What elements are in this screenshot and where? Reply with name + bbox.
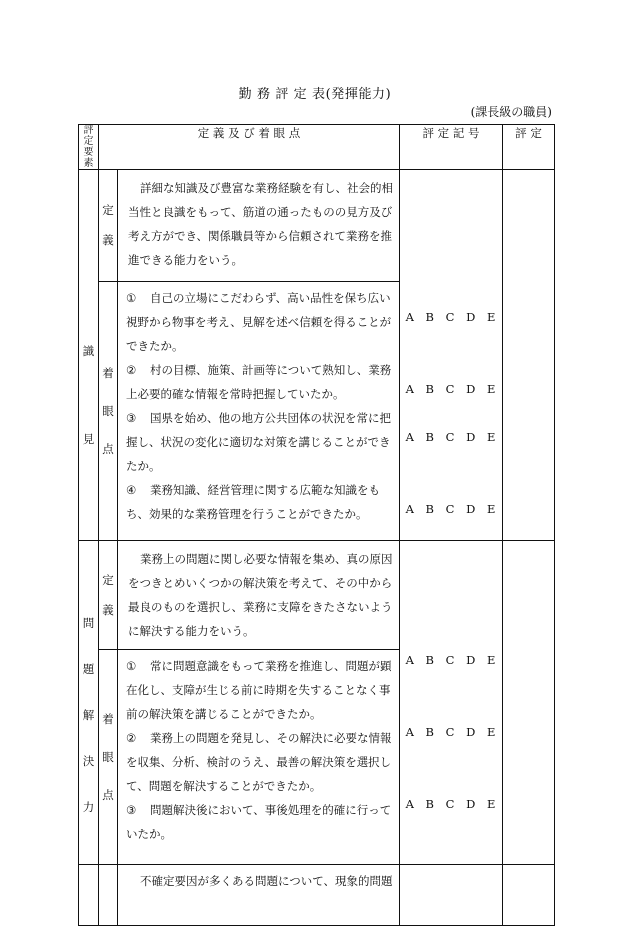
definition-text: 詳細な知識及び豊富な業務経験を有し、社会的相当性と良識をもって、筋道の通ったものの見方及び考え方ができ、関係職員等から信頼されて業務を推進できる能力をいう。 xyxy=(118,170,400,282)
definition-label-cell xyxy=(99,170,118,282)
category-cell xyxy=(79,541,99,865)
header-factor-line1: 評定 xyxy=(83,125,94,147)
code-letters: A B C D E xyxy=(405,382,497,396)
evaluation-cell[interactable] xyxy=(503,541,555,865)
header-definition: 定 義 及 び 着 眼 点 xyxy=(99,125,400,170)
definition-text: 不確定要因が多くある問題について、現象的問題 xyxy=(118,865,400,926)
point-text: 自己の立場にこだわらず、高い品性を保ち広い視野から物事を考え、見解を述べ信頼を得ることができたか。 xyxy=(126,290,392,353)
point-text: 常に問題意識をもって業務を推進し、問題が顕在化し、支障が生じる前に時期を失することなく事前の解決策を講じることができたか。 xyxy=(126,659,392,721)
code-letters: A B C D E xyxy=(405,430,497,444)
category-cell xyxy=(79,865,99,926)
evaluation-cell[interactable] xyxy=(503,865,555,926)
label-char: 眼 xyxy=(102,750,114,764)
section-row xyxy=(79,541,555,650)
point-text: 問題解決後において、事後処理を的確に行っていたか。 xyxy=(126,803,392,841)
focus-point xyxy=(126,286,393,358)
category-char: 問 xyxy=(82,615,95,630)
point-number: ③ xyxy=(126,803,137,817)
label-char: 眼 xyxy=(102,403,114,418)
section-row-partial xyxy=(79,865,555,926)
definition-label-cell xyxy=(99,541,118,650)
label-char: 点 xyxy=(102,788,114,802)
label-char: 義 xyxy=(102,233,114,248)
focus-point xyxy=(126,406,393,478)
point-text: 業務上の問題を発見し、その解決に必要な情報を収集、分析、検討のうえ、最善の解決策を選択して、問題を解決することができたか。 xyxy=(126,731,392,793)
page-title: 勤 務 評 定 表(発揮能力) xyxy=(238,87,392,102)
point-number: ② xyxy=(126,731,137,745)
header-factor xyxy=(79,125,99,170)
label-char: 義 xyxy=(102,603,114,617)
header-evaluation: 評 定 xyxy=(503,125,555,170)
point-number: ① xyxy=(126,290,137,305)
definition-text: 業務上の問題に関し必要な情報を集め、真の原因をつきとめいくつかの解決策を考えて、その中から最良のものを選択し、業務に支障をきたさないように解決する能力をいう。 xyxy=(118,541,400,650)
page-subtitle: (課長級の職員) xyxy=(470,105,552,119)
focus-points xyxy=(118,650,400,865)
category-char: 識 xyxy=(82,344,95,358)
label-char: 点 xyxy=(102,441,114,456)
label-char: 定 xyxy=(102,203,114,218)
focus-point xyxy=(126,478,393,526)
category-char: 題 xyxy=(82,661,95,676)
label-char: 定 xyxy=(102,573,114,587)
point-text: 業務知識、経営管理に関する広範な知識をもち、効果的な業務管理を行うことができたか。 xyxy=(126,482,380,521)
evaluation-cell[interactable] xyxy=(503,170,555,541)
focus-label-cell xyxy=(99,281,118,540)
definition-label-cell xyxy=(99,865,118,926)
focus-point xyxy=(126,726,393,798)
point-number: ③ xyxy=(126,410,137,425)
point-number: ② xyxy=(126,362,137,377)
focus-point xyxy=(126,358,393,406)
focus-point xyxy=(126,798,393,846)
code-cell xyxy=(400,170,503,541)
category-char: 見 xyxy=(82,432,95,446)
point-text: 国県を始め、他の地方公共団体の状況を常に把握し、状況の変化に適切な対策を講じることができたか。 xyxy=(126,410,392,473)
evaluation-table xyxy=(78,124,555,926)
code-cell xyxy=(400,865,503,926)
point-number: ④ xyxy=(126,482,137,497)
focus-points xyxy=(118,281,400,540)
header-code: 評 定 記 号 xyxy=(400,125,503,170)
category-char: 解 xyxy=(82,707,95,722)
code-cell xyxy=(400,541,503,865)
section-row xyxy=(79,170,555,282)
category-char: 力 xyxy=(82,799,95,814)
code-letters: A B C D E xyxy=(405,310,497,324)
label-char: 着 xyxy=(102,365,114,380)
code-letters: A B C D E xyxy=(405,725,497,739)
label-char: 着 xyxy=(102,712,114,726)
point-number: ① xyxy=(126,659,137,673)
header-factor-line2: 要素 xyxy=(83,147,94,169)
category-cell xyxy=(79,170,99,541)
table-header-row xyxy=(79,125,555,170)
focus-point xyxy=(126,654,393,726)
code-letters: A B C D E xyxy=(405,502,497,516)
category-char: 決 xyxy=(82,753,95,768)
code-letters: A B C D E xyxy=(405,653,497,667)
point-text: 村の目標、施策、計画等について熟知し、業務上必要的確な情報を常時把握していたか。 xyxy=(126,362,392,401)
code-letters: A B C D E xyxy=(405,797,497,811)
focus-label-cell xyxy=(99,650,118,865)
